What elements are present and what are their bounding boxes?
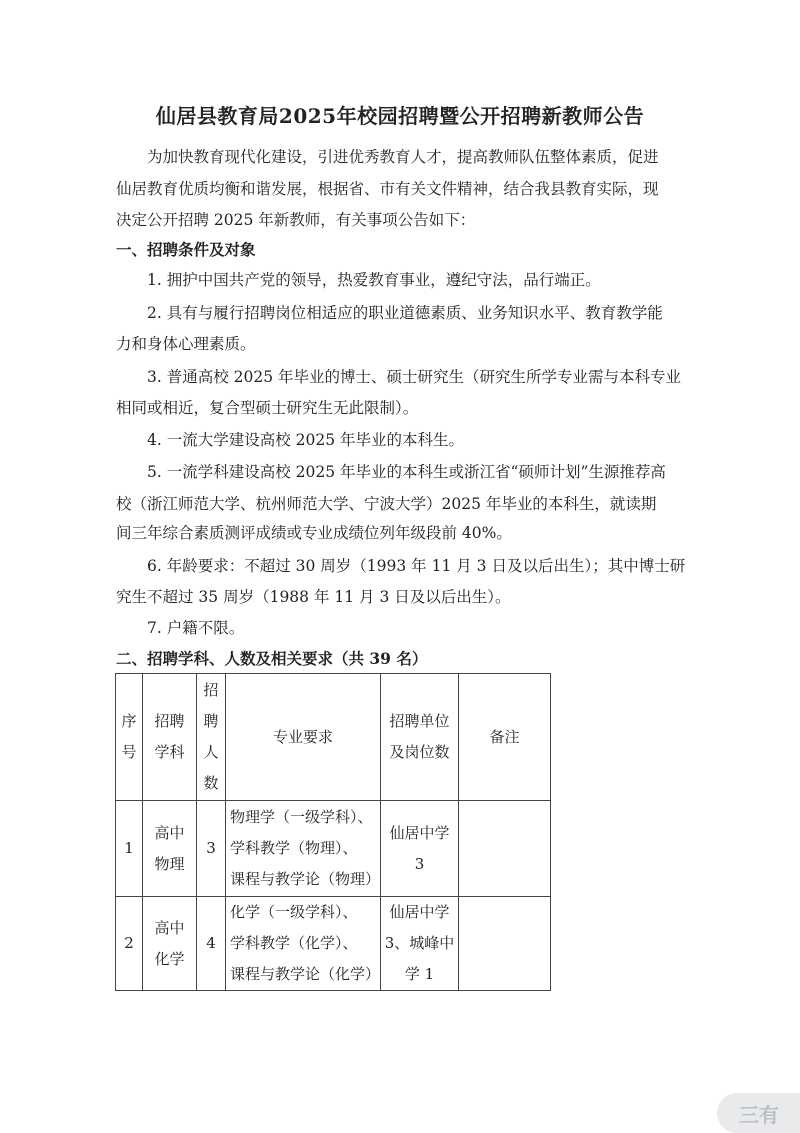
cell-count: 3: [197, 801, 226, 897]
condition-item-2-line-1: 2. 具有与履行招聘岗位相适应的职业道德素质、业务知识水平、教育教学能: [147, 304, 663, 322]
cell-remark: [459, 897, 551, 991]
header-subject: 招聘 学科: [143, 674, 197, 801]
table-row: [116, 801, 551, 897]
condition-item-3-line-1: 3. 普通高校 2025 年毕业的博士、硕士研究生（研究生所学专业需与本科专业: [147, 368, 682, 386]
table-header-row: [116, 674, 551, 801]
condition-item-6-line-1: 6. 年龄要求：不超过 30 周岁（1993 年 11 月 3 日及以后出生）；其中博士研: [147, 557, 686, 575]
cell-subject: 高中 化学: [143, 897, 197, 991]
table-row: [116, 897, 551, 991]
cell-major: 化学（一级学科）、 学科教学（化学）、 课程与教学论（化学）: [226, 897, 381, 991]
recruitment-table: [115, 673, 551, 991]
header-remark: 备注: [459, 674, 551, 801]
condition-item-5-line-2: 校（浙江师范大学、杭州师范大学、宁波大学）2025 年毕业的本科生，就读期: [116, 495, 657, 513]
intro-line-2: 仙居教育优质均衡和谐发展，根据省、市有关文件精神，结合我县教育实际，现: [116, 180, 659, 198]
section-heading-positions: 二、招聘学科、人数及相关要求（共 39 名）: [116, 649, 428, 668]
header-no: 序 号: [116, 674, 143, 801]
cell-remark: [459, 801, 551, 897]
cell-no: 2: [116, 897, 143, 991]
condition-item-7-line-1: 7. 户籍不限。: [147, 619, 245, 637]
condition-item-6-line-2: 究生不超过 35 周岁（1988 年 11 月 3 日及以后出生）。: [116, 588, 511, 606]
cell-subject: 高中 物理: [143, 801, 197, 897]
document-title: 仙居县教育局2025年校园招聘暨公开招聘新教师公告: [155, 104, 645, 128]
condition-item-1-line-1: 1. 拥护中国共产党的领导，热爱教育事业，遵纪守法，品行端正。: [147, 271, 601, 289]
intro-line-3: 决定公开招聘 2025 年新教师，有关事项公告如下：: [116, 211, 476, 229]
header-major: 专业要求: [226, 674, 381, 801]
header-count: 招 聘 人 数: [197, 674, 226, 801]
condition-item-5-line-1: 5. 一流学科建设高校 2025 年毕业的本科生或浙江省“硕师计划”生源推荐高: [147, 463, 666, 481]
condition-item-3-line-2: 相同或相近，复合型硕士研究生无此限制）。: [116, 399, 419, 417]
cell-major: 物理学（一级学科）、 学科教学（物理）、 课程与教学论（物理）: [226, 801, 381, 897]
cell-unit: 仙居中学 3、城峰中 学 1: [381, 897, 459, 991]
condition-item-5-line-3: 间三年综合素质测评成绩或专业成绩位列年级段前 40%。: [116, 524, 512, 542]
intro-line-1: 为加快教育现代化建设，引进优秀教育人才，提高教师队伍整体素质，促进: [147, 148, 659, 166]
header-unit: 招聘单位 及岗位数: [381, 674, 459, 801]
watermark-logo: 三有: [717, 1093, 800, 1133]
cell-unit: 仙居中学 3: [381, 801, 459, 897]
condition-item-2-line-2: 力和身体心理素质。: [116, 335, 256, 353]
section-heading-conditions: 一、招聘条件及对象: [116, 240, 256, 259]
cell-count: 4: [197, 897, 226, 991]
condition-item-4-line-1: 4. 一流大学建设高校 2025 年毕业的本科生。: [147, 431, 465, 449]
cell-no: 1: [116, 801, 143, 897]
